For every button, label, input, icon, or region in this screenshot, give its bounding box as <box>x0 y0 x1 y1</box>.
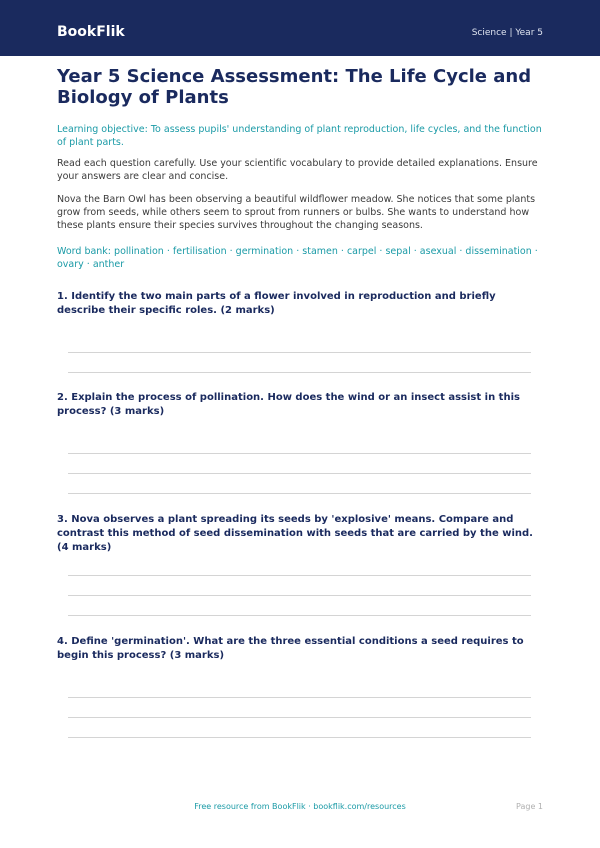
word-bank: Word bank: pollination · fertilisation · germination · stamen · carpel · sepal · asexual · dissemination · ovary · anther <box>57 246 538 270</box>
answer-line[interactable] <box>68 615 531 616</box>
question-4: 4. Define 'germination'. What are the three essential conditions a seed requires to begin this process? (3 marks) <box>57 636 524 661</box>
answer-line[interactable] <box>68 493 531 494</box>
subject-year-label: Science | Year 5 <box>471 28 543 38</box>
learning-objective: Learning objective: To assess pupils' understanding of plant reproduction, life cycles, and the function of plant parts. <box>57 124 542 148</box>
brand-logo[interactable]: BookFlik <box>57 24 125 40</box>
answer-line[interactable] <box>68 352 531 353</box>
header-bar <box>0 0 600 56</box>
footer-source[interactable]: Free resource from BookFlik · bookflik.com/resources <box>194 802 406 811</box>
page-number: Page 1 <box>516 802 543 811</box>
answer-line[interactable] <box>68 372 531 373</box>
answer-line[interactable] <box>68 737 531 738</box>
question-2: 2. Explain the process of pollination. How does the wind or an insect assist in this process? (3 marks) <box>57 392 520 417</box>
answer-line[interactable] <box>68 453 531 454</box>
instructions: Read each question carefully. Use your scientific vocabulary to provide detailed explanations. Ensure your answers are clear and concise. <box>57 158 538 182</box>
answer-line[interactable] <box>68 575 531 576</box>
answer-line[interactable] <box>68 595 531 596</box>
answer-line[interactable] <box>68 717 531 718</box>
answer-line[interactable] <box>68 473 531 474</box>
answer-line[interactable] <box>68 697 531 698</box>
page-title: Year 5 Science Assessment: The Life Cycle and Biology of Plants <box>57 66 532 108</box>
question-1: 1. Identify the two main parts of a flower involved in reproduction and briefly describe their specific roles. (2 marks) <box>57 291 496 316</box>
scenario-text: Nova the Barn Owl has been observing a beautiful wildflower meadow. She notices that some plants grow from seeds, while others seem to sprout from runners or bulbs. She wants to understand how these plants ensure their species survives throughout the changing seasons. <box>57 194 536 231</box>
question-3: 3. Nova observes a plant spreading its seeds by 'explosive' means. Compare and contrast this method of seed dissemination with seeds that are carried by the wind. (4 marks) <box>57 514 533 553</box>
